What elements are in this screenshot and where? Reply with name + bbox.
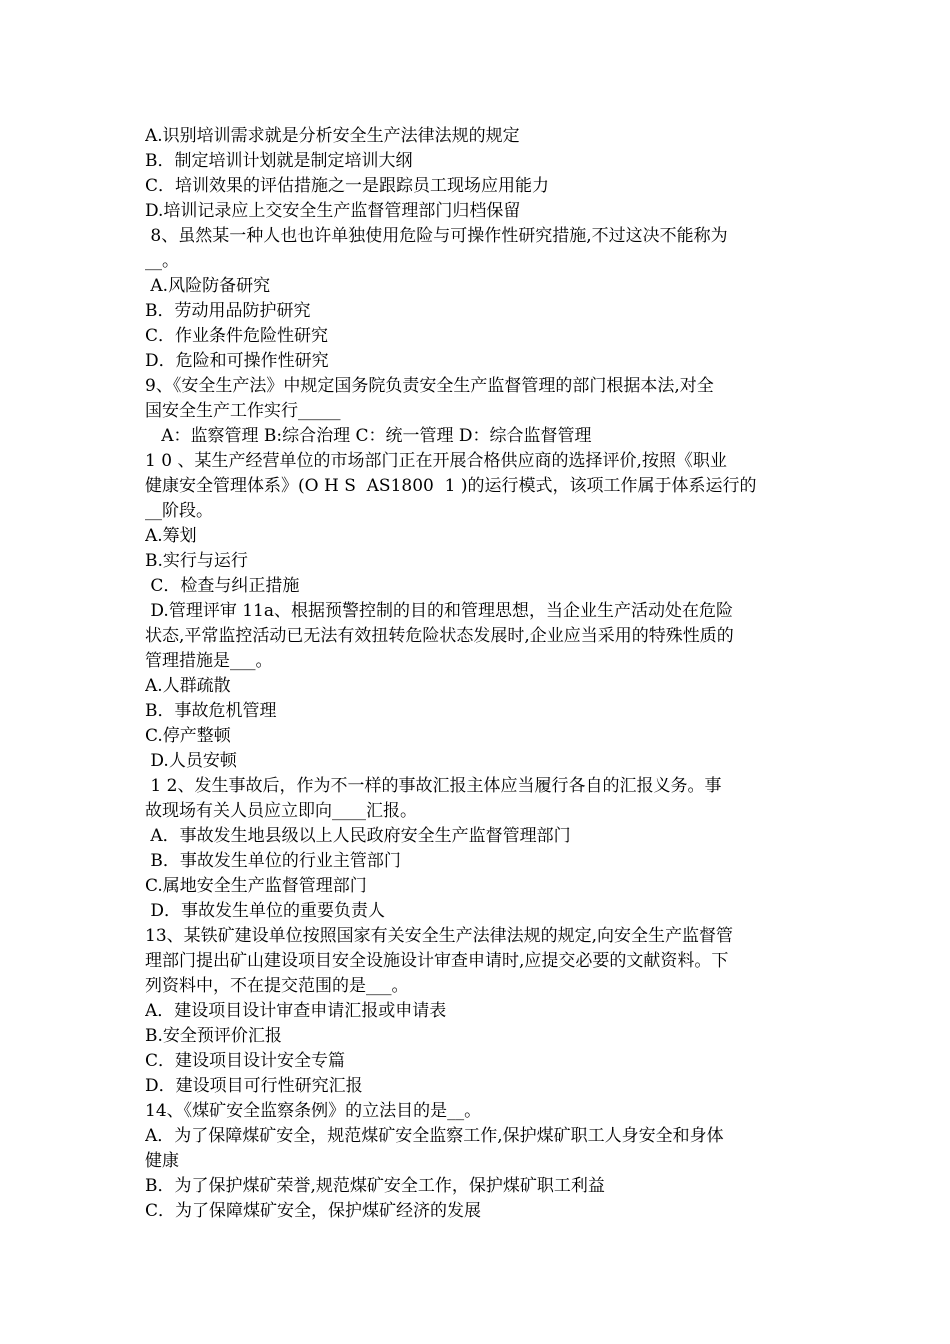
text-line: 理部门提出矿山建设项目安全设施设计审查申请时,应提交必要的文献资料。下 xyxy=(145,951,729,971)
option-line: C．检查与纠正措施 xyxy=(145,576,300,596)
text-line: __。 xyxy=(145,251,179,271)
question-13-line: 13、某铁矿建设单位按照国家有关安全生产法律法规的规定,向安全生产监督管 xyxy=(145,926,734,946)
text-line: __阶段。 xyxy=(145,501,213,521)
option-line: A．建设项目设计审查申请汇报或申请表 xyxy=(145,1001,447,1021)
option-line: B．劳动用品防护研究 xyxy=(145,301,311,321)
option-line: B．事故发生单位的行业主管部门 xyxy=(145,851,401,871)
option-line: D．事故发生单位的重要负责人 xyxy=(145,901,386,921)
text-line: B．制定培训计划就是制定培训大纲 xyxy=(145,151,413,171)
option-line: B．事故危机管理 xyxy=(145,701,277,721)
question-12-line: 1 2、发生事故后，作为不一样的事故汇报主体应当履行各自的汇报义务。事 xyxy=(145,776,722,796)
option-line: B.实行与运行 xyxy=(145,551,248,571)
text-line: 国安全生产工作实行_____ xyxy=(145,401,341,421)
text-line: 故现场有关人员应立即向____汇报。 xyxy=(145,801,417,821)
document-body xyxy=(145,124,809,1224)
text-line: 状态,平常监控活动已无法有效扭转危险状态发展时,企业应当采用的特殊性质的 xyxy=(145,626,734,646)
option-line: D．建设项目可行性研究汇报 xyxy=(145,1076,363,1096)
question-10-line: 1 0 、某生产经营单位的市场部门正在开展合格供应商的选择评价,按照《职业 xyxy=(145,451,727,471)
text-line: A.识别培训需求就是分析安全生产法律法规的规定 xyxy=(145,126,520,146)
option-line: B．为了保护煤矿荣誉,规范煤矿安全工作，保护煤矿职工利益 xyxy=(145,1176,605,1196)
question-14-line: 14、《煤矿安全监察条例》的立法目的是__。 xyxy=(145,1101,482,1121)
text-line: C．培训效果的评估措施之一是跟踪员工现场应用能力 xyxy=(145,176,550,196)
option-line: A：监察管理 B:综合治理 C：统一管理 D：综合监督管理 xyxy=(145,426,592,446)
option-line: D．危险和可操作性研究 xyxy=(145,351,329,371)
option-line: A．为了保障煤矿安全，规范煤矿安全监察工作,保护煤矿职工人身安全和身体 xyxy=(145,1126,724,1146)
text-line: 管理措施是___。 xyxy=(145,651,273,671)
question-9-line: 9、《安全生产法》中规定国务院负责安全生产监督管理的部门根据本法,对全 xyxy=(145,376,714,396)
option-line: C.属地安全生产监督管理部门 xyxy=(145,876,367,896)
option-line: D.人员安顿 xyxy=(145,751,237,771)
option-line: A.人群疏散 xyxy=(145,676,231,696)
text-line: 列资料中，不在提交范围的是___。 xyxy=(145,976,409,996)
option-line: B.安全预评价汇报 xyxy=(145,1026,282,1046)
option-line: C．作业条件危险性研究 xyxy=(145,326,329,346)
option-line: C．为了保障煤矿安全，保护煤矿经济的发展 xyxy=(145,1201,482,1221)
question-11-line: D.管理评审 11a、根据预警控制的目的和管理思想，当企业生产活动处在危险 xyxy=(145,601,734,621)
text-line: 健康安全管理体系》(O H S AS1800 1 )的运行模式，该项工作属于体系运行的 xyxy=(145,476,757,496)
option-line: C．建设项目设计安全专篇 xyxy=(145,1051,346,1071)
option-line: A．事故发生地县级以上人民政府安全生产监督管理部门 xyxy=(145,826,571,846)
option-line: A.风险防备研究 xyxy=(145,276,271,296)
question-8-line: 8、虽然某一种人也也许单独使用危险与可操作性研究措施,不过这决不能称为 xyxy=(145,226,728,246)
option-line: A.筹划 xyxy=(145,526,197,546)
text-line: 健康 xyxy=(145,1151,179,1171)
option-line: C.停产整顿 xyxy=(145,726,231,746)
text-line: D.培训记录应上交安全生产监督管理部门归档保留 xyxy=(145,201,521,221)
